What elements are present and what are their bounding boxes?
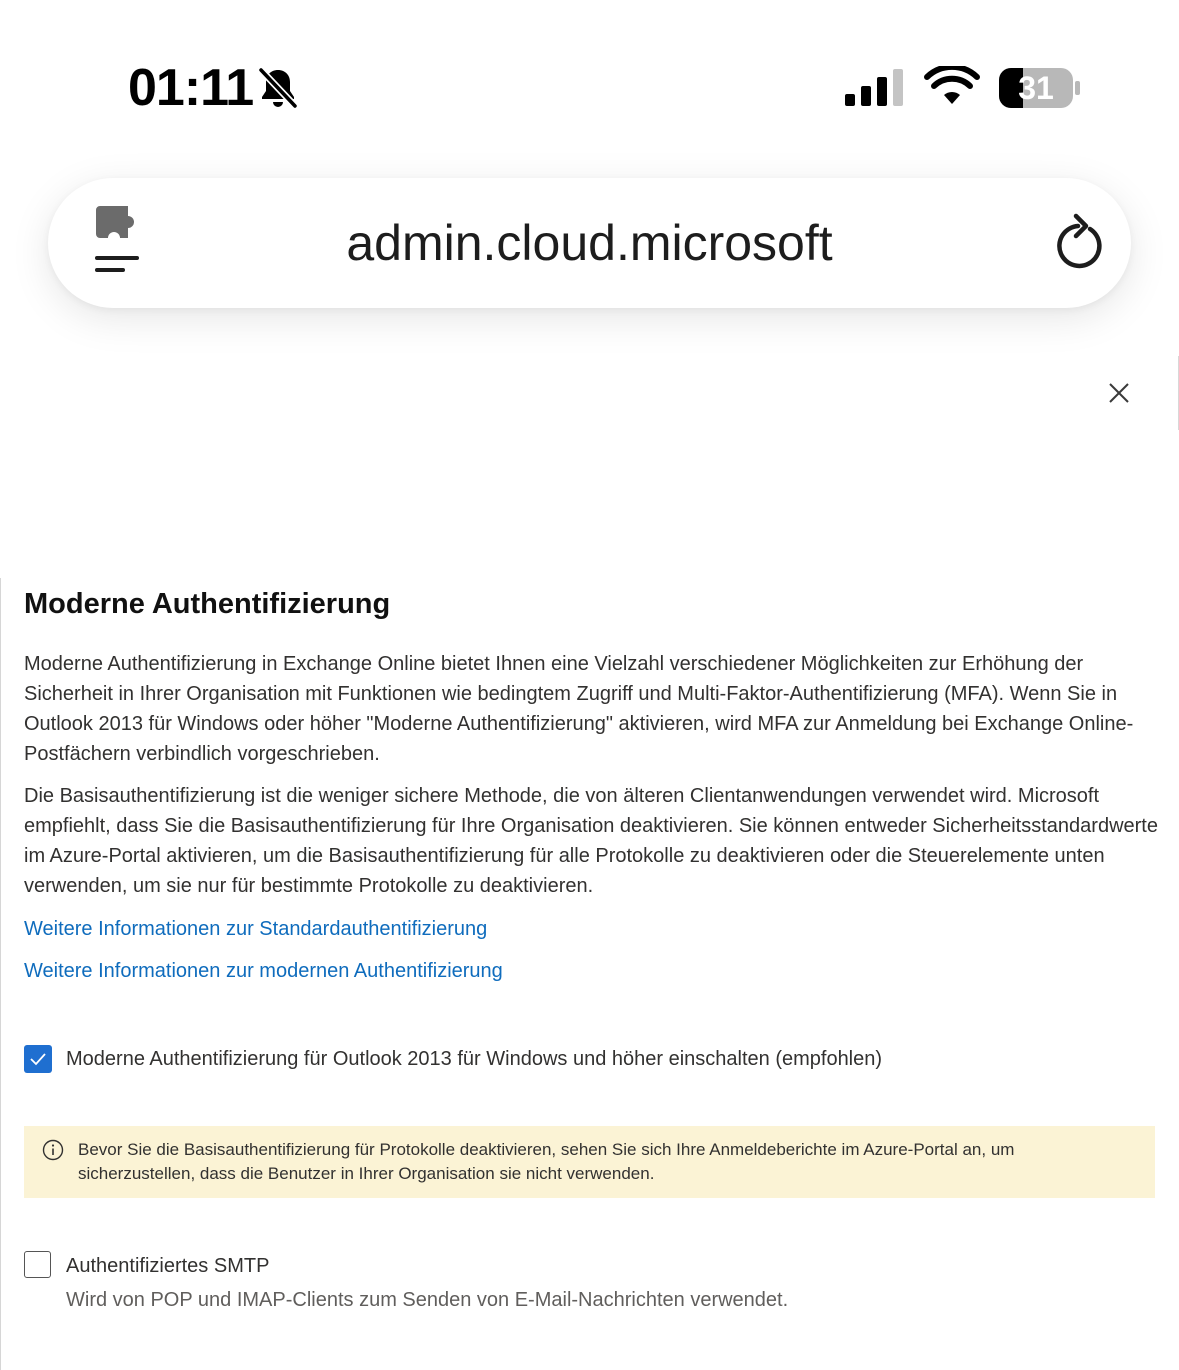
bell-slash-icon <box>256 66 300 110</box>
warning-message-bar <box>24 1126 1155 1198</box>
panel-left-border <box>0 578 1 1370</box>
status-time: 01:11 <box>128 59 254 117</box>
cellular-signal-icon <box>845 68 907 108</box>
smtp-description: Wird von POP und IMAP-Clients zum Senden von E-Mail-Nachrichten verwendet. <box>66 1289 789 1311</box>
description-paragraph-modern: Moderne Authentifizierung in Exchange Online bietet Ihnen eine Vielzahl verschiedener Möglichkeiten zur Erhöhung der Sicherheit in Ihrer Organisation mit Funktionen wie bedingtem Zugriff und Multi-Faktor-Authentifizierung (MFA). Wenn Sie in Outlook 2013 für Windows oder höher "Moderne Authentifizierung" aktivieren, wird MFA zur Anmeldung bei Exchange Online-Postfächern verbindlich vorgeschrieben. <box>24 653 1134 765</box>
description-paragraph-basic: Die Basisauthentifizierung ist die weniger sichere Methode, die von älteren Clientanwendungen verwendet wird. Microsoft empfiehlt, dass Sie die Basisauthentifizierung für Ihre Organisation deaktivieren. Sie können entweder Sicherheitsstandardwerte im Azure-Portal aktivieren, um die Basisauthentifizierung für alle Protokolle zu deaktivieren oder die Steuerelemente unten verwenden, um sie nur für bestimmte Protokolle zu deaktivieren. <box>24 785 1158 897</box>
link-modern-auth-info[interactable]: Weitere Informationen zur modernen Authentifizierung <box>24 960 503 982</box>
address-bar[interactable] <box>48 178 1131 308</box>
status-bar <box>0 0 1179 150</box>
link-basic-auth-info[interactable]: Weitere Informationen zur Standardauthentifizierung <box>24 918 488 940</box>
modern-auth-checkbox-label[interactable]: Moderne Authentifizierung für Outlook 2013 für Windows und höher einschalten (empfohlen) <box>66 1048 883 1070</box>
panel-content <box>24 582 1164 986</box>
page-title: Moderne Authentifizierung <box>24 588 391 620</box>
modern-auth-checkbox-row[interactable] <box>24 1044 882 1074</box>
modern-auth-checkbox[interactable] <box>24 1045 52 1073</box>
wifi-icon <box>924 66 980 108</box>
battery-icon <box>998 66 1082 110</box>
url-text[interactable]: admin.cloud.microsoft <box>346 215 833 271</box>
reload-icon[interactable] <box>1050 210 1106 274</box>
smtp-checkbox[interactable] <box>24 1251 51 1278</box>
extension-menu-icon[interactable] <box>94 204 144 276</box>
warning-text: Bevor Sie die Basisauthentifizierung für Protokolle deaktivieren, sehen Sie sich Ihre Anmeldeberichte im Azure-Portal an, um sicherzustellen, dass die Benutzer in Ihrer Organisation sie nicht verwenden. <box>78 1140 1015 1183</box>
smtp-checkbox-label[interactable]: Authentifiziertes SMTP <box>66 1255 270 1277</box>
close-icon[interactable] <box>1104 378 1134 408</box>
info-icon <box>42 1139 64 1161</box>
battery-level: 31 <box>1018 70 1054 106</box>
checkmark-icon <box>28 1049 48 1069</box>
